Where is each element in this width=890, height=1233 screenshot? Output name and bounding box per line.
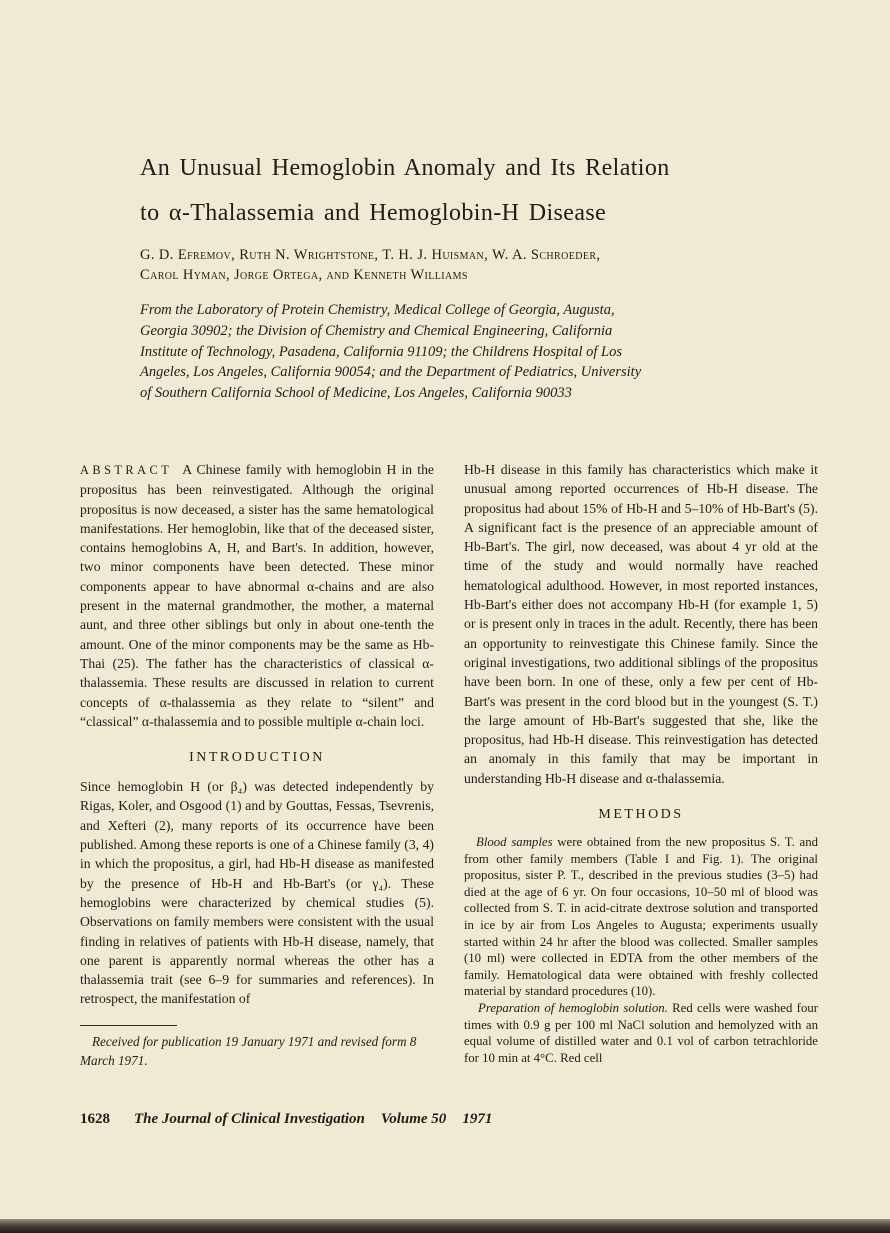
introduction-paragraph: Since hemoglobin H (or β₄) was detected independently by Rigas, Koler, and Osgood (1) and by Gouttas, Fessas, Tsevrenis, and Xefteri (2), many reports of its occurrence have been published. Among these reports is one of a Chinese family (3, 4) in which the propositus, a girl, had Hb-H disease as manifested by the presence of Hb-H and Hb-Bart's (or γ₄). These hemoglobins were characterized by chemical studies (5). Observations on family members were consistent with the usual finding in relatives of patients with Hb-H disease, namely, that one parent is apparently normal whereas the other has a thalassemia trait (see 6–9 for summaries and references). In retrospect, the manifestation of (80, 779, 434, 1007)
methods-paragraph-2 (464, 1000, 818, 1066)
page-footer (80, 1110, 820, 1128)
footnote-rule (80, 1025, 177, 1026)
right-column (464, 460, 818, 1066)
abstract-paragraph (80, 460, 434, 731)
page-number: 1628 (80, 1111, 110, 1127)
methods-para2-lead: Preparation of hemoglobin solution. (478, 1000, 668, 1015)
article-title-line-2: to α-Thalassemia and Hemoglobin-H Disease (140, 200, 607, 226)
methods-para2-rest: Red cells were washed four times with 0.9 g per 100 ml NaCl solution and hemolyzed with an equal volume of distilled water and 0.1 vol of carbon tetrachloride for 10 min at 4°C. Red cell (464, 1000, 818, 1065)
abstract-text: A Chinese family with hemoglobin H in the propositus has been reinvestigated. Although the original propositus is now deceased, a sister has the same hematological manifestations. Her hemoglobin, like that of the deceased sister, contains hemoglobins A, H, and Bart's. In addition, however, two minor components have been detected. These minor components appear to have abnormal α-chains and are also present in the maternal grandmother, the mother, a maternal aunt, and three other siblings but only in about one-tenth the amount. One of the minor components may be the same as Hb-Thai (25). The father has the characteristics of classical α-thalassemia. These results are discussed in relation to current concepts of α-thalassemia as they relate to “silent” and “classical” α-thalassemia and to possible multiple α-chain loci. (80, 462, 434, 729)
methods-para1-lead: Blood samples (476, 835, 553, 850)
continuation-paragraph: Hb-H disease in this family has characteristics which make it unusual among reported occurrences of Hb-H disease. The propositus had about 15% of Hb-H and 5–10% of Hb-Bart's (5). A significant fact is the presence of an appreciable amount of Hb-Bart's. The girl, now deceased, was about 4 yr old at the time of the study and would normally have reached hematological adulthood. However, in most reported instances, Hb-Bart's either does not accompany Hb-H (for example 1, 5) or is present only in traces in the adult. Recently, there has been an opportunity to reinvestigate this Chinese family. Since the original investigations, two additional siblings of the propositus have been born. In one of these, only a few per cent of Hb-Bart's was present in the cord blood but in the youngest (S. T.) the large amount of Hb-Bart's suggested that she, like the propositus, had Hb-H disease. This reinvestigation has detected an anomaly in this family that may be important in understanding Hb-H disease and α-thalassemia. (464, 462, 818, 786)
authors-line-2: Carol Hyman, Jorge Ortega, and Kenneth Williams (140, 266, 468, 283)
journal-year: 1971 (462, 1111, 493, 1127)
footnote (80, 1025, 434, 1070)
authors-line-1: G. D. Efremov, Ruth N. Wrightstone, T. H. J. Huisman, W. A. Schroeder, (140, 247, 601, 263)
authors (140, 246, 760, 285)
affiliation: From the Laboratory of Protein Chemistry, Medical College of Georgia, Augusta, Georgia 30902; the Division of Chemistry and Chemical Engineering, California Institute of Technology, Pasadena, California 91109; the Childrens Hospital of Los Angeles, Los Angeles, California 90054; and the Department of Pediatrics, University of Southern California School of Medicine, Los Angeles, California 90033 (140, 302, 642, 402)
footnote-text: Received for publication 19 January 1971 and revised form 8 March 1971. (80, 1034, 417, 1068)
article-title (140, 146, 760, 236)
page-bottom-edge (0, 1219, 890, 1233)
methods-paragraph-1 (464, 834, 818, 1000)
journal-name: The Journal of Clinical Investigation (134, 1111, 365, 1127)
methods-para1-rest: were obtained from the new propositus S. T. and from other family members (Table I and Fig. 1). The original propositus, sister P. T., described in the previous studies (3–5) had died at the age of 6 yr. On four occasions, 10–50 ml of blood was collected from S. T. in acid-citrate dextrose solution and transported in ice by air from Los Angeles to Augusta; experiments usually started within 24 hr after the blood was collected. Smaller samples (10 ml) were collected in EDTA from the other members of the family. Hematological data were obtained with freshly collected material by standard procedures (10). (464, 835, 818, 999)
journal-volume: Volume 50 (380, 1111, 447, 1127)
methods-heading: METHODS (598, 807, 684, 823)
abstract-label: ABSTRACT (80, 463, 173, 477)
left-column (80, 460, 434, 1070)
introduction-heading: INTRODUCTION (189, 750, 325, 766)
article-title-line-1: An Unusual Hemoglobin Anomaly and Its Relation (140, 155, 670, 181)
